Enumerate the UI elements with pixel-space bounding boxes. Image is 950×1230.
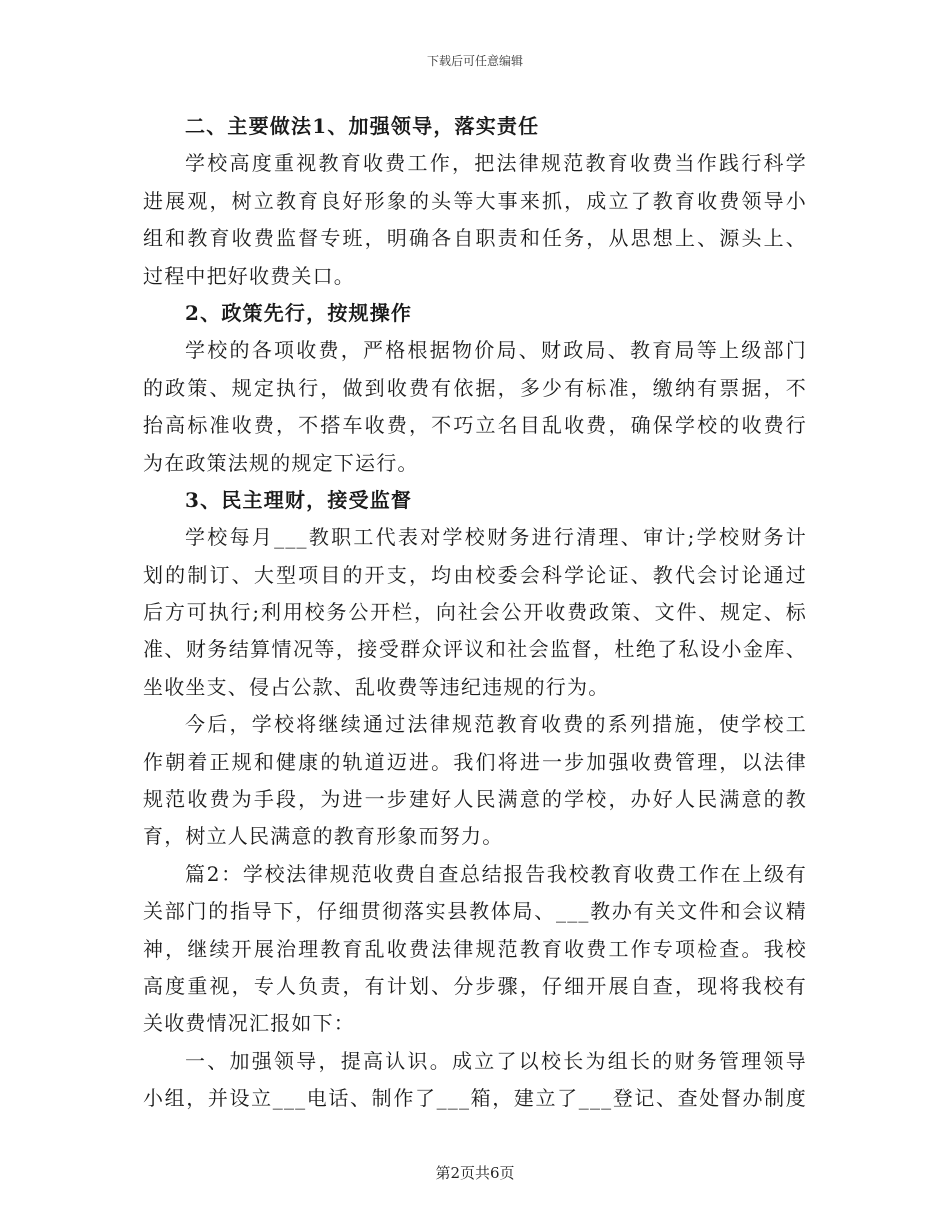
paragraph-line: 关部门的指导下，仔细贯彻落实县教体局、___教办有关文件和会议精 <box>143 899 807 924</box>
section-heading: 2、政策先行，按规操作 <box>185 300 413 325</box>
paragraph-line: 篇2：学校法律规范收费自查总结报告我校教育收费工作在上级有 <box>185 861 807 886</box>
section-heading: 二、主要做法1、加强领导，落实责任 <box>185 114 540 138</box>
paragraph-line: 的政策、规定执行，做到收费有依据，多少有标准，缴纳有票据，不 <box>143 375 807 400</box>
paragraph-line: 育，树立人民满意的教育形象而努力。 <box>143 824 504 849</box>
paragraph-line: 学校的各项收费，严格根据物价局、财政局、教育局等上级部门 <box>185 338 807 363</box>
paragraph-line: 高度重视，专人负责，有计划、分步骤，仔细开展自查，现将我校有 <box>143 973 807 998</box>
paragraph-line: 后方可执行;利用校务公开栏，向社会公开收费政策、文件、规定、标 <box>143 600 807 625</box>
paragraph-line: 关收费情况汇报如下： <box>143 1011 355 1036</box>
paragraph-line: 神，继续开展治理教育乱收费法律规范教育收费工作专项检查。我校 <box>143 936 807 961</box>
section-heading: 3、民主理财，接受监督 <box>185 487 413 512</box>
paragraph-line: 准、财务结算情况等，接受群众评议和社会监督，杜绝了私设小金库、 <box>143 637 807 662</box>
header-note: 下载后可任意编辑 <box>426 54 523 68</box>
paragraph-line: 作朝着正规和健康的轨道迈进。我们将进一步加强收费管理，以法律 <box>143 749 807 774</box>
paragraph-line: 小组，并设立___电话、制作了___箱，建立了___登记、查处督办制度 <box>143 1086 807 1111</box>
paragraph-line: 学校每月___教职工代表对学校财务进行清理、审计;学校财务计 <box>185 525 807 550</box>
paragraph-line: 坐收坐支、侵占公款、乱收费等违纪违规的行为。 <box>143 674 610 699</box>
paragraph-line: 今后，学校将继续通过法律规范教育收费的系列措施，使学校工 <box>185 712 807 737</box>
paragraph-line: 抬高标准收费，不搭车收费，不巧立名目乱收费，确保学校的收费行 <box>143 413 807 438</box>
paragraph-line: 组和教育收费监督专班，明确各自职责和任务，从思想上、源头上、 <box>143 226 807 251</box>
paragraph-line: 划的制订、大型项目的开支，均由校委会科学论证、教代会讨论通过 <box>143 562 807 587</box>
paragraph-line: 为在政策法规的规定下运行。 <box>143 450 419 475</box>
paragraph-line: 进展观，树立教育良好形象的头等大事来抓，成立了教育收费领导小 <box>143 188 807 213</box>
paragraph-line: 过程中把好收费关口。 <box>143 263 355 288</box>
paragraph-line: 一、加强领导，提高认识。成立了以校长为组长的财务管理领导 <box>185 1048 807 1073</box>
document-body <box>143 108 807 1118</box>
paragraph-line: 规范收费为手段，为进一步建好人民满意的学校，办好人民满意的教 <box>143 787 807 812</box>
paragraph-line: 学校高度重视教育收费工作，把法律规范教育收费当作践行科学 <box>185 151 807 176</box>
page-footer: 第2页共6页 <box>435 1164 515 1182</box>
